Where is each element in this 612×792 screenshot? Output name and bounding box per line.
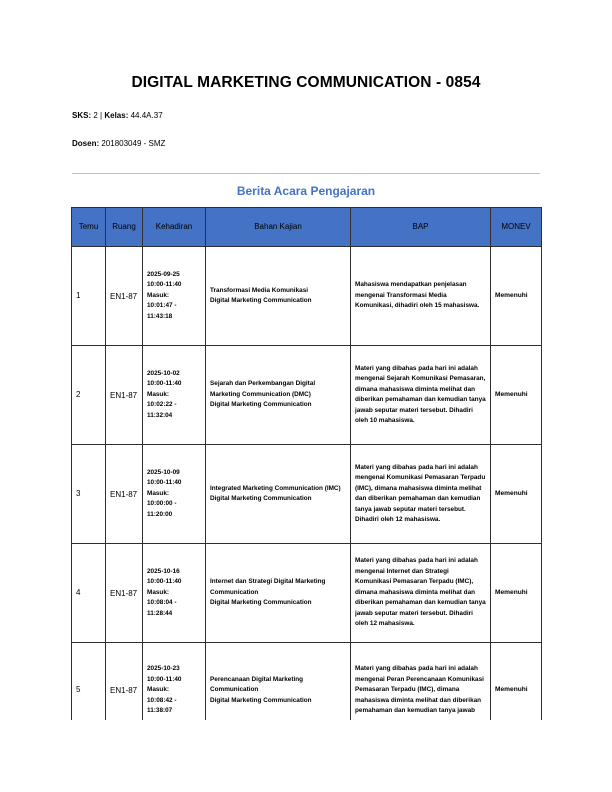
table-row <box>72 544 542 643</box>
header-kehadiran: Kehadiran <box>143 208 206 247</box>
page-title: DIGITAL MARKETING COMMUNICATION - 0854 <box>131 74 481 91</box>
cell-kehadiran <box>143 445 206 544</box>
cell-ruang: EN1-87 <box>106 445 143 544</box>
cell-kehadiran <box>143 247 206 346</box>
page-bottom-margin <box>0 720 612 792</box>
kehadiran-time: 10:00-11:40 <box>147 380 182 388</box>
bahan-topic: Sejarah dan Perkembangan Digital Marketing Communication (DMC) <box>210 380 316 398</box>
bahan-course: Digital Marketing Communication <box>210 495 312 502</box>
bahan-topic: Internet dan Strategi Digital Marketing Communication <box>210 578 326 596</box>
kehadiran-masuk-label: Masuk: <box>147 588 170 596</box>
cell-monev: Memenuhi <box>491 445 542 544</box>
cell-bap <box>351 544 491 643</box>
cell-bahan-kajian <box>206 544 351 643</box>
kelas-value: 44.4A.37 <box>130 111 163 120</box>
kehadiran-masuk-time: 10:01:47 - 11:43:18 <box>147 302 177 320</box>
bahan-course: Digital Marketing Communication <box>210 599 312 607</box>
kehadiran-masuk-label: Masuk: <box>147 489 170 497</box>
bap-text: Materi yang dibahas pada hari ini adalah mengenai Peran Perencanaan Komunikasi Pemasaran Terpadu (IMC), dimana mahasiswa diminta melihat dan diberikan pemahaman dan kemudian tanya jawab <box>355 665 484 715</box>
section-divider <box>72 173 540 174</box>
cell-bahan-kajian <box>206 445 351 544</box>
kehadiran-masuk-label: Masuk: <box>147 686 170 694</box>
cell-bahan-kajian <box>206 346 351 445</box>
cell-bap <box>351 445 491 544</box>
kehadiran-masuk-time: 10:00:00 - 11:20:00 <box>147 500 177 518</box>
bahan-course: Digital Marketing Communication <box>210 696 312 704</box>
cell-monev: Memenuhi <box>491 544 542 643</box>
cell-bahan-kajian <box>206 247 351 346</box>
kehadiran-time: 10:00-11:40 <box>147 281 182 289</box>
bahan-topic: Perencanaan Digital Marketing Communication <box>210 675 304 694</box>
cell-kehadiran <box>143 346 206 445</box>
kehadiran-date: 2025-09-25 <box>147 270 180 278</box>
cell-kehadiran <box>143 544 206 643</box>
kehadiran-date: 2025-10-09 <box>147 468 180 476</box>
bahan-topic: Transformasi Media Komunikasi <box>210 286 309 294</box>
cell-monev: Memenuhi <box>491 346 542 445</box>
header-bap: BAP <box>351 208 491 247</box>
sks-label: SKS: <box>72 111 92 120</box>
kehadiran-masuk-label: Masuk: <box>147 390 170 398</box>
kehadiran-masuk-time: 10:02:22 - 11:32:04 <box>147 401 177 419</box>
lecturer-info-line <box>72 139 165 148</box>
cell-ruang: EN1-87 <box>106 544 143 643</box>
section-title: Berita Acara Pengajaran <box>236 184 376 198</box>
kehadiran-time: 10:00-11:40 <box>147 479 182 487</box>
cell-ruang: EN1-87 <box>106 247 143 346</box>
header-bahan-kajian: Bahan Kajian <box>206 208 351 247</box>
bahan-topic: Integrated Marketing Communication (IMC) <box>210 484 341 492</box>
bap-text: Materi yang dibahas pada hari ini adalah mengenai Internet dan Strategi Komunikasi Pemasaran Terpadu (IMC), dimana mahasiswa diminta melihat dan diberikan pemahaman dan kemudian tanya jawab seputar materi tersebut. Dihadiri oleh 12 mahasiswa. <box>355 557 486 628</box>
header-temu: Temu <box>72 208 106 247</box>
table-header-row <box>72 208 542 247</box>
teaching-record-table <box>71 207 542 739</box>
kehadiran-date: 2025-10-02 <box>147 369 180 377</box>
table-row <box>72 247 542 346</box>
cell-ruang: EN1-87 <box>106 643 143 739</box>
kehadiran-date: 2025-10-16 <box>147 567 180 575</box>
cell-temu: 4 <box>72 544 106 643</box>
cell-monev: Memenuhi <box>491 247 542 346</box>
cell-temu: 5 <box>72 643 106 739</box>
table-row <box>72 346 542 445</box>
kehadiran-time: 10:00-11:40 <box>147 675 182 683</box>
header-ruang: Ruang <box>106 208 143 247</box>
header-monev: MONEV <box>491 208 542 247</box>
kehadiran-masuk-label: Masuk: <box>147 291 170 299</box>
kehadiran-masuk-time: 10:08:04 - 11:28:44 <box>147 599 177 617</box>
cell-bap <box>351 247 491 346</box>
bahan-course: Digital Marketing Communication <box>210 297 312 304</box>
dosen-label: Dosen: <box>72 139 100 148</box>
bahan-course: Digital Marketing Communication <box>210 401 312 409</box>
kehadiran-time: 10:00-11:40 <box>147 578 182 586</box>
cell-ruang: EN1-87 <box>106 346 143 445</box>
kehadiran-date: 2025-10-23 <box>147 665 180 673</box>
cell-temu: 1 <box>72 247 106 346</box>
course-info-line <box>72 111 163 120</box>
cell-bap <box>351 346 491 445</box>
bap-text: Materi yang dibahas pada hari ini adalah mengenai Sejarah Komunikasi Pemasaran, dimana mahasiswa diminta melihat dan diberikan pemahaman dan kemudian tanya jawab seputar materi tersebut. Dihadiri oleh 10 mahasiswa. <box>355 364 486 424</box>
kehadiran-masuk-time: 10:08:42 - 11:38:07 <box>147 696 177 715</box>
bap-text: Materi yang dibahas pada hari ini adalah mengenai Komunikasi Pemasaran Terpadu (IMC), dimana mahasiswa diminta melihat dan diberikan pemahaman dan kemudian tanya jawab seputar materi tersebut. Dihadiri oleh 12 mahasiswa. <box>355 463 486 523</box>
sks-value: 2 <box>93 111 98 120</box>
table-row <box>72 445 542 544</box>
cell-temu: 2 <box>72 346 106 445</box>
dosen-value: 201803049 - SMZ <box>101 139 166 148</box>
info-separator: | <box>100 111 103 120</box>
bap-text: Mahasiswa mendapatkan penjelasan mengenai Transformasi Media Komunikasi, dihadiri oleh 15 mahasiswa. <box>355 281 480 310</box>
kelas-label: Kelas: <box>104 111 129 120</box>
cell-temu: 3 <box>72 445 106 544</box>
cell-monev: Memenuhi <box>491 643 542 739</box>
